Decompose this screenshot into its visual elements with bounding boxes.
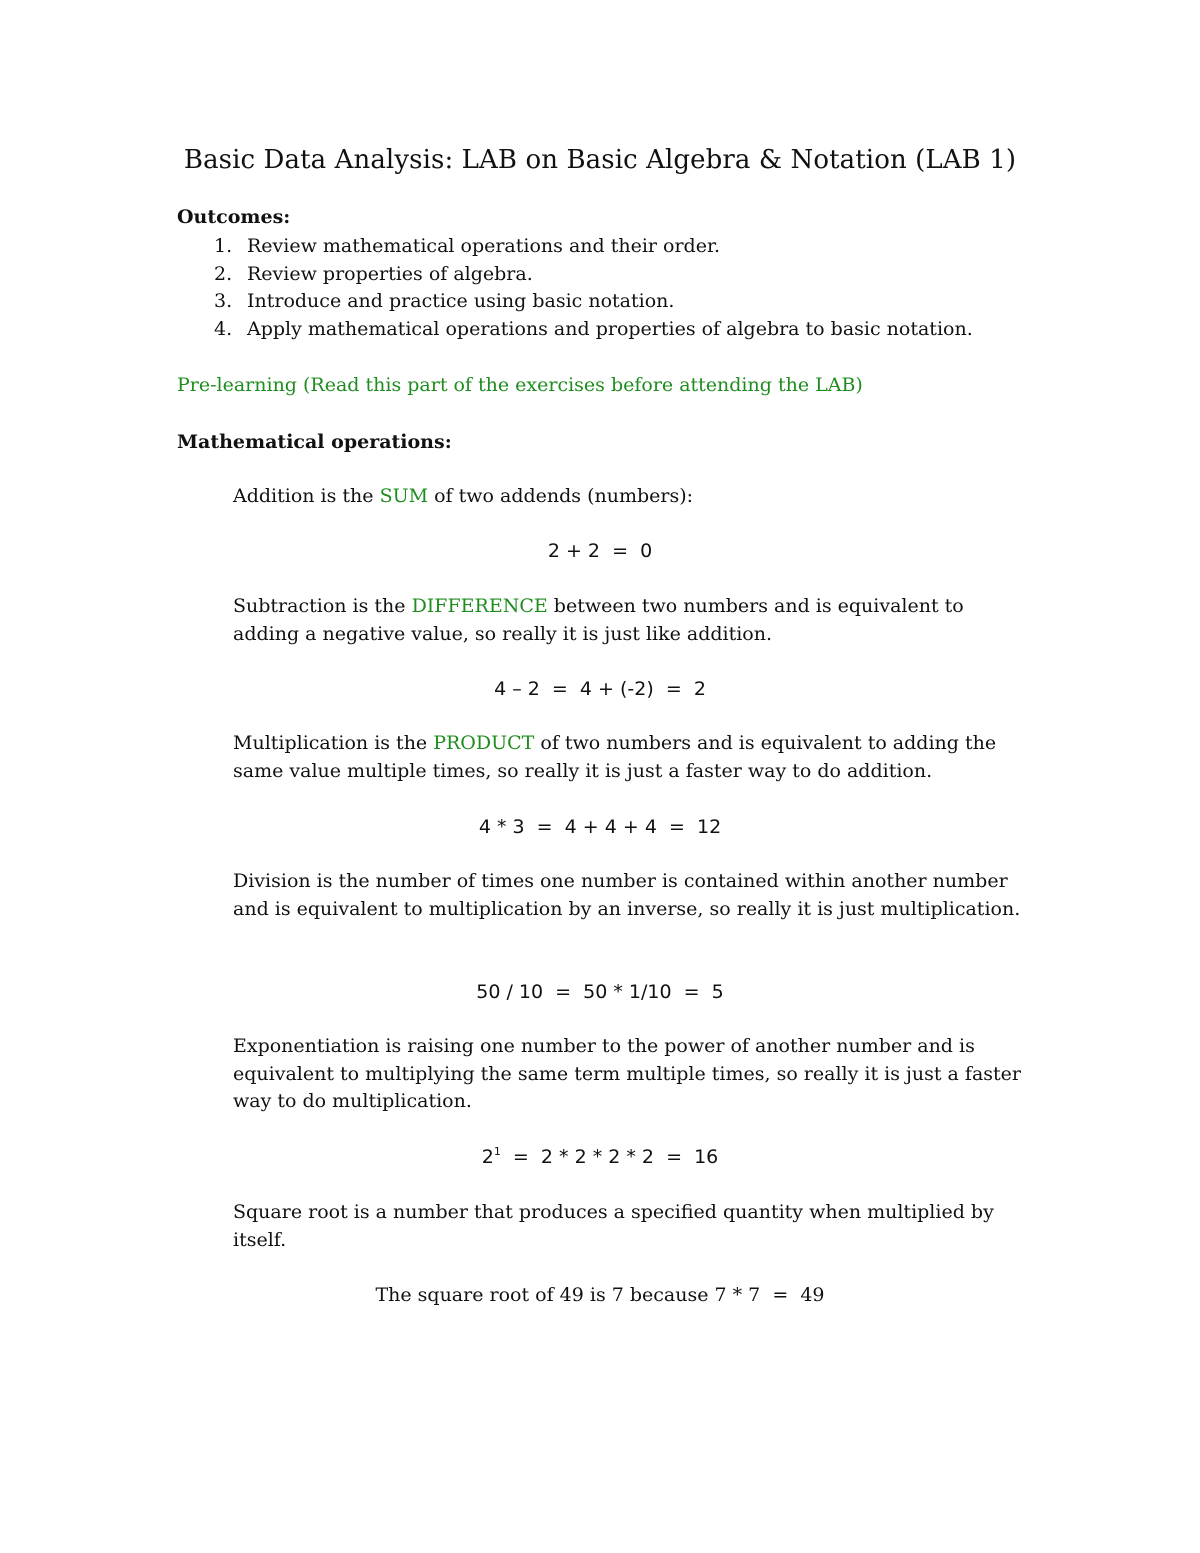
exponentiation-equation	[0, 1143, 1200, 1171]
outcomes-list	[177, 233, 973, 343]
division-equation: 50 / 10 = 50 * 1/10 = 5	[476, 981, 724, 1003]
division-paragraph: Division is the number of times one number is contained within another number and is equivalent to multiplication by an inverse, so really it is just multiplication.	[233, 870, 1021, 920]
addition-text-post: of two addends (numbers):	[428, 485, 694, 507]
list-item-number: 2.	[214, 262, 233, 285]
multiplication-equation: 4 * 3 = 4 + 4 + 4 = 12	[478, 816, 722, 838]
addition-paragraph	[233, 483, 1033, 511]
subtraction-equation: 4 – 2 = 4 + (-2) = 2	[494, 678, 706, 700]
list-item	[177, 233, 973, 261]
multiplication-paragraph	[233, 730, 1033, 785]
exponent-base: 2	[481, 1146, 494, 1168]
math-operations-heading: Mathematical operations:	[177, 431, 452, 453]
list-item-text: Introduce and practice using basic notation.	[247, 290, 675, 312]
list-item-text: Apply mathematical operations and properties of algebra to basic notation.	[247, 317, 973, 340]
multiplication-text-pre: Multiplication is the	[233, 732, 434, 754]
exponent-power: 1	[493, 1145, 501, 1158]
exponent-expansion: = 2 * 2 * 2 * 2 = 16	[500, 1146, 719, 1168]
list-item	[177, 261, 973, 289]
prelearning-note: Pre-learning (Read this part of the exercises before attending the LAB)	[177, 374, 863, 396]
addition-equation: 2 + 2 = 0	[547, 540, 653, 562]
square-root-paragraph: Square root is a number that produces a specified quantity when multiplied by itself.	[233, 1201, 994, 1251]
list-item-number: 3.	[214, 290, 233, 312]
list-item	[177, 316, 973, 344]
square-root-equation: The square root of 49 is 7 because 7 * 7 = 49	[375, 1284, 825, 1306]
multiplication-text-post: of two numbers and is equivalent to adding the same value multiple times, so really it is just a faster way to do addition.	[233, 732, 997, 782]
document-title: Basic Data Analysis: LAB on Basic Algebra & Notation (LAB 1)	[183, 145, 1017, 175]
outcomes-heading: Outcomes:	[177, 206, 291, 228]
subtraction-paragraph	[233, 593, 1033, 648]
subtraction-text-post: between two numbers and is equivalent to adding a negative value, so really it is just like addition.	[233, 595, 964, 645]
addition-text-pre: Addition is the	[233, 485, 380, 507]
subtraction-keyword: DIFFERENCE	[411, 595, 548, 617]
subtraction-text-pre: Subtraction is the	[233, 595, 412, 617]
list-item-text: Review properties of algebra.	[247, 262, 533, 285]
multiplication-keyword: PRODUCT	[433, 732, 535, 754]
exponentiation-paragraph: Exponentiation is raising one number to the power of another number and is equivalent to multiplying the same term multiple times, so really it is just a faster way to do multiplication.	[233, 1035, 1021, 1112]
list-item-number: 4.	[214, 317, 233, 340]
list-item-text: Review mathematical operations and their order.	[247, 235, 720, 257]
addition-keyword: SUM	[379, 485, 429, 507]
list-item	[177, 288, 973, 316]
list-item-number: 1.	[214, 235, 233, 257]
